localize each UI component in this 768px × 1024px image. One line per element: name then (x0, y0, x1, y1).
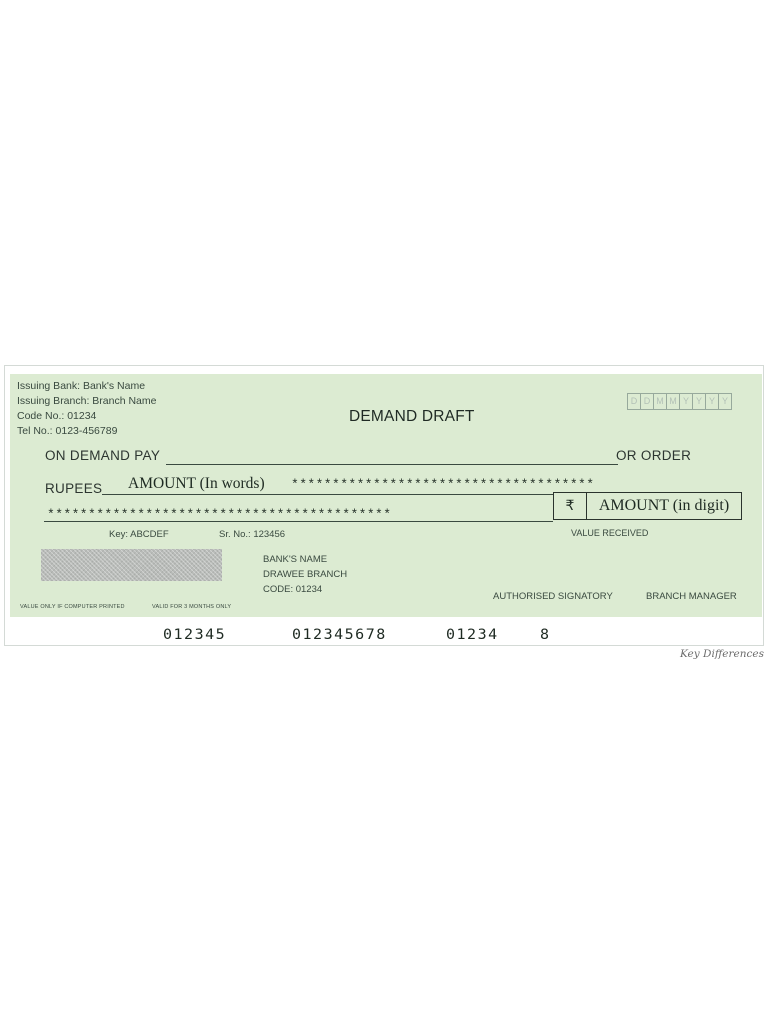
issuer-telephone: Tel No.: 0123-456789 (17, 425, 118, 437)
micr-transaction-code: 8 (540, 625, 551, 643)
date-box-year-2[interactable]: Y (692, 393, 706, 410)
date-box-month-2[interactable]: M (666, 393, 680, 410)
amount-digit-label: AMOUNT (in digit) (598, 497, 730, 514)
micr-bank-code: 012345678 (292, 625, 387, 643)
date-field[interactable] (628, 393, 732, 410)
issuing-branch: Issuing Branch: Branch Name (17, 395, 157, 407)
drawee-bank: BANK'S NAME (263, 554, 328, 565)
or-order-label: OR ORDER (616, 448, 692, 463)
authorised-signatory: AUTHORISED SIGNATORY (493, 591, 613, 602)
security-pattern (41, 549, 222, 581)
amount-words-label: AMOUNT (In words) (128, 475, 265, 492)
serial-number: Sr. No.: 123456 (219, 529, 286, 540)
drawee-branch: DRAWEE BRANCH (263, 569, 348, 580)
computer-printed-note: VALUE ONLY IF COMPUTER PRINTED (20, 604, 125, 610)
watermark: Key Differences (680, 648, 764, 660)
rupee-icon: ₹ (554, 493, 587, 519)
payee-line[interactable] (166, 463, 618, 465)
drawee-code: CODE: 01234 (263, 584, 323, 595)
branch-manager: BRANCH MANAGER (646, 591, 737, 602)
rupees-lead-line (102, 493, 126, 495)
issuer-code: Code No.: 01234 (17, 410, 97, 422)
amount-words-stars: ************************************* (291, 477, 595, 492)
draft-title: DEMAND DRAFT (349, 408, 475, 425)
amount-digit-box[interactable] (553, 492, 742, 520)
date-box-year-1[interactable]: Y (679, 393, 693, 410)
drawee-details (263, 552, 347, 597)
date-box-month-1[interactable]: M (653, 393, 667, 410)
date-box-year-3[interactable]: Y (705, 393, 719, 410)
micr-cheque-number: 012345 (163, 625, 227, 643)
micr-account-code: 01234 (446, 625, 499, 643)
key-code: Key: ABCDEF (109, 529, 169, 540)
amount-words-line-2[interactable] (44, 520, 553, 522)
date-box-year-4[interactable]: Y (718, 393, 732, 410)
issuer-details (17, 379, 156, 439)
date-box-day-2[interactable]: D (640, 393, 654, 410)
validity-note: VALID FOR 3 MONTHS ONLY (152, 604, 232, 610)
amount-words-stars-continued: ****************************************** (47, 507, 392, 522)
pay-label: ON DEMAND PAY (45, 448, 161, 463)
value-received: VALUE RECEIVED (571, 528, 649, 538)
rupees-label: RUPEES (45, 481, 103, 496)
issuing-bank: Issuing Bank: Bank's Name (17, 380, 146, 392)
date-box-day-1[interactable]: D (627, 393, 641, 410)
